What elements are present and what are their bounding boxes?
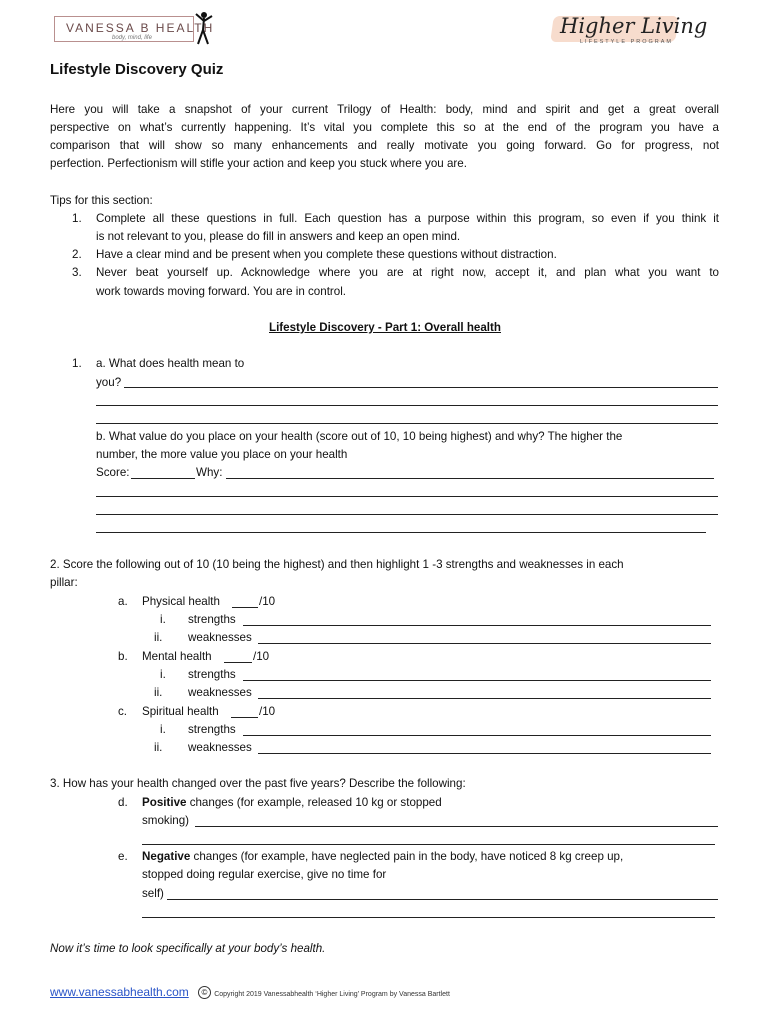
answer-line[interactable] [258,643,711,644]
pillar-letter: c. [118,705,128,718]
copyright-icon: © [198,986,211,999]
logo-name: VANESSA B HEALTH [66,21,215,35]
tip-2-line-1: Have a clear mind and be present when you complete these questions without distraction. [96,248,557,261]
answer-line[interactable] [142,917,715,918]
intro-line-3: comparison that will show so many enhancements and really motivate you going forward. Go for progress, not [50,139,719,152]
answer-line[interactable] [243,680,711,681]
q1b-score-label: Score: [96,466,130,479]
weaknesses-label: weaknesses [188,741,252,754]
q1a-prompt: a. What does health mean to [96,357,245,370]
dancer-figure-icon [192,10,214,46]
answer-line[interactable] [142,844,715,845]
sub-numeral: ii. [154,741,163,754]
negative-label: Negative [142,850,191,863]
answer-line[interactable] [96,405,718,406]
q3-prompt: 3. How has your health changed over the past five years? Describe the following: [50,777,466,790]
q3-e-letter: e. [118,850,128,863]
sub-numeral: i. [160,613,166,626]
answer-line[interactable] [243,735,711,736]
mental-health-label: Mental health [142,650,212,663]
tip-3-line-1: Never beat yourself up. Acknowledge where you are at right now, accept it, and plan what you want to [96,266,719,279]
part-heading: Lifestyle Discovery - Part 1: Overall health [269,321,501,334]
q3-positive-prompt-cont: smoking) [142,814,190,827]
tips-heading: Tips for this section: [50,194,153,207]
answer-line[interactable] [96,514,718,515]
answer-line[interactable] [167,899,718,900]
answer-line[interactable] [258,698,711,699]
positive-label: Positive [142,796,187,809]
positive-prompt-text: changes (for example, released 10 kg or stopped [186,796,442,809]
answer-line[interactable] [243,625,711,626]
strengths-label: strengths [188,613,236,626]
intro-line-2: perspective on what’s currently happening. It’s vital you complete this so at the end of the program you have a [50,121,719,134]
answer-line[interactable] [258,753,711,754]
score-suffix: /10 [253,650,270,663]
answer-line[interactable] [195,826,718,827]
tip-number: 3. [72,266,82,279]
tip-number: 1. [72,212,82,225]
footer [50,983,450,1004]
q1b-why-label: Why: [196,466,223,479]
q1-number: 1. [72,357,82,370]
negative-prompt-text: changes (for example, have neglected pain in the body, have noticed 8 kg creep up, [190,850,624,863]
q2-prompt: 2. Score the following out of 10 (10 being the highest) and then highlight 1 -3 strengths and weaknesses in each [50,558,624,571]
physical-health-label: Physical health [142,595,220,608]
score-suffix: /10 [259,705,276,718]
q1a-prompt-cont: you? [96,376,122,389]
q3-negative-prompt [142,848,623,866]
intro-line-4: perfection. Perfectionism will stifle your action and keep you stuck where you are. [50,157,467,170]
strengths-label: strengths [188,668,236,681]
q3-d-letter: d. [118,796,128,809]
sub-numeral: ii. [154,686,163,699]
copyright-text: Copyright 2019 Vanessabhealth ‘Higher Living’ Program by Vanessa Bartlett [214,991,450,998]
answer-line[interactable] [96,496,718,497]
higher-living-logo: Higher Living [560,14,708,38]
q1b-prompt: b. What value do you place on your health (score out of 10, 10 being highest) and why? The higher the [96,430,623,443]
answer-line[interactable] [96,532,706,533]
spiritual-health-label: Spiritual health [142,705,219,718]
physical-score-line[interactable] [232,607,258,608]
tip-3-line-2: work towards moving forward. You are in control. [96,285,347,298]
pillar-letter: a. [118,595,128,608]
logo-tagline: body, mind, life [112,35,152,41]
pillar-letter: b. [118,650,128,663]
spiritual-score-line[interactable] [231,717,258,718]
website-link[interactable]: www.vanessabhealth.com [50,985,189,999]
sub-numeral: ii. [154,631,163,644]
higher-living-subtitle: LIFESTYLE PROGRAM [580,39,673,45]
intro-line-1: Here you will take a snapshot of your current Trilogy of Health: body, mind and spirit and get a great overall [50,103,719,116]
tip-1-line-1: Complete all these questions in full. Each question has a purpose within this program, so even if you think it [96,212,719,225]
answer-line[interactable] [226,478,714,479]
weaknesses-label: weaknesses [188,686,252,699]
sub-numeral: i. [160,668,166,681]
sub-numeral: i. [160,723,166,736]
weaknesses-label: weaknesses [188,631,252,644]
mental-score-line[interactable] [224,662,252,663]
q3-positive-prompt [142,794,442,812]
tip-number: 2. [72,248,82,261]
strengths-label: strengths [188,723,236,736]
tip-1-line-2: is not relevant to you, please do fill in answers and keep an open mind. [96,230,461,243]
score-answer-line[interactable] [131,478,195,479]
answer-line[interactable] [124,387,718,388]
closing-note: Now it’s time to look specifically at your body’s health. [50,942,326,955]
q3-negative-prompt-cont2: self) [142,887,164,900]
score-suffix: /10 [259,595,276,608]
q1b-prompt-cont: number, the more value you place on your health [96,448,348,461]
answer-line[interactable] [96,423,718,424]
page-title: Lifestyle Discovery Quiz [50,61,224,78]
q3-negative-prompt-cont: stopped doing regular exercise, give no time for [142,868,387,881]
q2-prompt-cont: pillar: [50,576,78,589]
